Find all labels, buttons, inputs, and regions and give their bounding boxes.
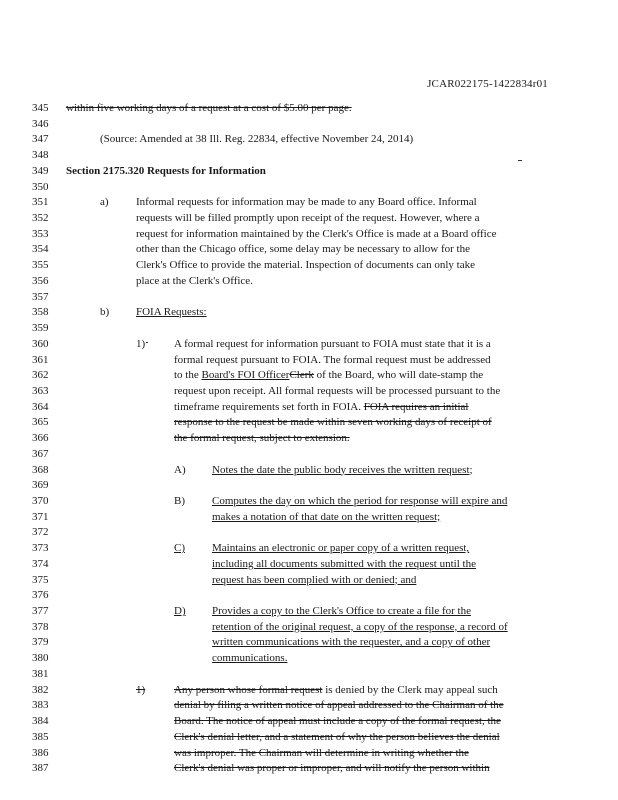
line-number: 377	[32, 605, 49, 618]
line-text	[100, 305, 109, 319]
line-number: 387	[32, 762, 49, 775]
line-text-segment: a)	[100, 196, 109, 209]
line-text	[136, 305, 207, 319]
line-text	[174, 541, 185, 555]
document-line	[0, 588, 618, 602]
line-text-segment: Board. The notice of appeal must include a copy of the formal request, the	[174, 715, 501, 728]
line-text	[212, 557, 476, 571]
document-line	[0, 384, 618, 398]
line-number: 371	[32, 510, 49, 523]
line-text-segment: b)	[100, 306, 110, 319]
line-number: 374	[32, 557, 49, 570]
line-text	[136, 211, 480, 225]
line-number: 378	[32, 620, 49, 633]
document-line	[0, 258, 618, 272]
line-text-extra: Computes the day on which the period for response will expire and	[212, 495, 508, 507]
line-number: 365	[32, 416, 49, 429]
line-number: 366	[32, 432, 49, 445]
line-number: 348	[32, 149, 49, 162]
line-number: 386	[32, 746, 49, 759]
line-text	[212, 635, 490, 649]
line-text	[212, 604, 471, 618]
line-number: 375	[32, 573, 49, 586]
document-line	[0, 415, 618, 429]
document-line	[0, 525, 618, 539]
line-number: 368	[32, 463, 49, 476]
line-number: 351	[32, 196, 49, 209]
document-line	[0, 494, 618, 508]
line-number: 381	[32, 667, 49, 680]
line-number: 354	[32, 243, 49, 256]
line-text	[136, 195, 477, 209]
line-number: 349	[32, 164, 49, 177]
line-number: 363	[32, 384, 49, 397]
line-number: 373	[32, 542, 49, 555]
document-line	[0, 510, 618, 524]
line-text-segment: written communications with the requester, and a copy of other	[212, 636, 491, 649]
document-line	[0, 573, 618, 587]
document-line	[0, 211, 618, 225]
line-text-segment: Clerk	[289, 369, 314, 382]
document-line	[0, 101, 618, 115]
line-text	[212, 541, 469, 555]
line-text-segment: other than the Chicago office, some delay may be necessary to allow for the	[136, 243, 470, 256]
line-number: 376	[32, 589, 49, 602]
line-number: 385	[32, 730, 49, 743]
line-number: 370	[32, 495, 49, 507]
document-line	[0, 620, 618, 634]
line-number: 345	[32, 102, 49, 114]
line-text	[212, 463, 473, 477]
line-text	[100, 132, 413, 146]
document-line	[0, 353, 618, 367]
document-line	[0, 478, 618, 492]
document-line	[0, 431, 618, 445]
document-line	[0, 447, 618, 461]
document-line	[0, 698, 618, 712]
document-line	[0, 604, 618, 618]
line-text-segment: response to the request be made within seven working days of receipt of	[174, 416, 492, 429]
line-text-segment: Section 2175.320 Requests for Information	[66, 164, 266, 177]
line-number: 380	[32, 652, 49, 665]
line-number: 355	[32, 259, 49, 272]
line-text-segment: requests will be filled promptly upon receipt of the request. However, where a	[136, 212, 480, 225]
line-text-segment: 1)	[136, 683, 146, 696]
document-line	[0, 180, 618, 194]
line-text-segment: Clerk's Office to provide the material. Inspection of documents can only take	[136, 259, 476, 272]
line-text-segment: to the	[174, 369, 202, 382]
document-line	[0, 746, 618, 760]
document-line	[0, 274, 618, 288]
document-line	[0, 635, 618, 649]
line-text-segment: request upon receipt. All formal requests will be processed pursuant to the	[174, 384, 501, 397]
line-text-segment: denial by filing a written notice of appeal addressed to the Chairman of the	[174, 699, 504, 712]
document-line	[0, 730, 618, 744]
document-line	[0, 305, 618, 319]
line-text-segment: including all documents submitted with the request until the	[212, 557, 476, 570]
line-text	[174, 368, 483, 382]
document-line	[0, 337, 618, 351]
document-line	[0, 557, 618, 571]
line-text-segment: will date-stamp the	[396, 369, 484, 382]
document-line	[0, 400, 618, 414]
line-number: 367	[32, 447, 49, 460]
line-text-segment: was improper. The Chairman will determine in writing whether the	[174, 746, 469, 759]
line-text	[174, 604, 186, 618]
document-line	[0, 463, 618, 477]
document-line	[0, 651, 618, 665]
line-text-extra: Any person whose formal request	[174, 683, 323, 696]
line-number: 382	[32, 683, 49, 696]
line-text	[174, 431, 350, 445]
line-text-segment: 1)	[136, 337, 146, 350]
line-text	[174, 463, 186, 477]
document-line	[0, 195, 618, 209]
line-number: 364	[32, 400, 49, 413]
line-number: 384	[32, 715, 49, 728]
line-text-segment: makes a notation of that date on the written request;	[212, 510, 441, 523]
line-number: 347	[32, 133, 49, 146]
scan-mark	[146, 342, 148, 343]
line-text	[174, 415, 492, 429]
line-text	[212, 620, 508, 634]
line-text-segment: within five working days of a request at a cost of $5.00 per page.	[66, 102, 352, 114]
line-text-extra: Maintains an electronic or paper copy of a written request,	[212, 542, 470, 555]
line-text-segment: communications.	[212, 652, 288, 665]
line-text	[212, 510, 440, 524]
line-text	[174, 494, 185, 508]
line-text	[174, 746, 469, 760]
line-text-segment: FOIA requires an initial	[363, 400, 469, 413]
line-text-extra: A formal request for information pursuant to FOIA must state that it is a	[174, 337, 491, 350]
line-text-segment: request has been complied with or denied; and	[212, 573, 417, 586]
document-line	[0, 132, 618, 146]
line-text	[174, 683, 498, 697]
document-line	[0, 164, 618, 178]
line-text	[212, 494, 507, 508]
line-text-extra: Informal requests for information may be made to any Board office. Informal	[136, 196, 477, 209]
document-line	[0, 242, 618, 256]
line-number: 379	[32, 636, 49, 649]
document-line	[0, 541, 618, 555]
line-number: 357	[32, 290, 49, 303]
document-line	[0, 290, 618, 304]
scan-mark	[518, 160, 522, 161]
line-text	[174, 698, 504, 712]
line-text-segment: B)	[174, 495, 185, 507]
line-text	[100, 195, 109, 209]
line-text-extra: Notes the date the public body receives the written request;	[212, 463, 473, 476]
line-text	[136, 683, 145, 697]
line-text-segment: Clerk's denial was proper or improper, and will notify the person within	[174, 762, 490, 775]
line-text	[174, 714, 501, 728]
line-text	[136, 242, 470, 256]
document-line	[0, 321, 618, 335]
line-number: 369	[32, 479, 49, 492]
document-line	[0, 714, 618, 728]
line-text	[136, 258, 475, 272]
document-line	[0, 368, 618, 382]
line-text-segment: Clerk's denial letter, and a statement of why the person believes the denial	[174, 730, 500, 743]
line-number: 362	[32, 369, 49, 382]
line-text	[136, 337, 145, 351]
line-text	[66, 101, 352, 115]
document-line	[0, 227, 618, 241]
line-text-segment: formal request pursuant to FOIA. The formal request must be addressed	[174, 353, 491, 366]
line-text-segment: of the Board, who	[313, 369, 397, 382]
document-line	[0, 117, 618, 131]
line-text-segment: retention of the original request, a copy of the response, a record of	[212, 620, 508, 633]
line-number: 372	[32, 526, 49, 539]
line-text	[212, 651, 287, 665]
line-text	[136, 227, 497, 241]
line-text-segment: D)	[174, 605, 186, 618]
line-number: 356	[32, 274, 49, 287]
line-number: 350	[32, 180, 49, 193]
line-number: 383	[32, 699, 49, 712]
line-text	[174, 400, 469, 414]
line-text	[174, 337, 491, 351]
document-line	[0, 148, 618, 162]
document-line	[0, 667, 618, 681]
line-text-segment: Board's FOI Officer	[201, 369, 290, 382]
line-text-extra: Provides a copy to the Clerk's Office to create a file for the	[212, 605, 471, 618]
line-text	[174, 353, 491, 367]
line-number: 358	[32, 306, 49, 319]
document-line	[0, 683, 618, 697]
line-text-segment: the formal request, subject to extension.	[174, 432, 350, 445]
line-text-segment: (Source: Amended at 38 Ill. Reg. 22834, effective November 24, 2014)	[100, 133, 414, 146]
line-number: 359	[32, 322, 49, 335]
line-text	[174, 761, 490, 775]
line-text-extra: is denied by the Clerk may appeal such	[322, 683, 498, 696]
line-number: 353	[32, 227, 49, 240]
line-text	[174, 384, 500, 398]
line-number: 352	[32, 212, 49, 225]
line-text	[66, 164, 266, 178]
line-number: 360	[32, 337, 49, 350]
line-text-segment: A)	[174, 463, 186, 476]
line-number: 346	[32, 117, 49, 130]
line-text-segment: request for information maintained by the Clerk's Office is made at a Board office	[136, 227, 497, 240]
line-text-segment: timeframe requirements set forth in FOIA.	[174, 400, 364, 413]
line-text	[212, 573, 416, 587]
line-number: 361	[32, 353, 49, 366]
line-text	[136, 274, 253, 288]
line-text	[174, 730, 500, 744]
document-line	[0, 761, 618, 775]
line-text-segment: place at the Clerk's Office.	[136, 274, 253, 287]
line-text-extra: FOIA Requests:	[136, 306, 207, 319]
line-text-segment: C)	[174, 542, 185, 555]
document-id: JCAR022175-1422834r01	[427, 78, 548, 90]
